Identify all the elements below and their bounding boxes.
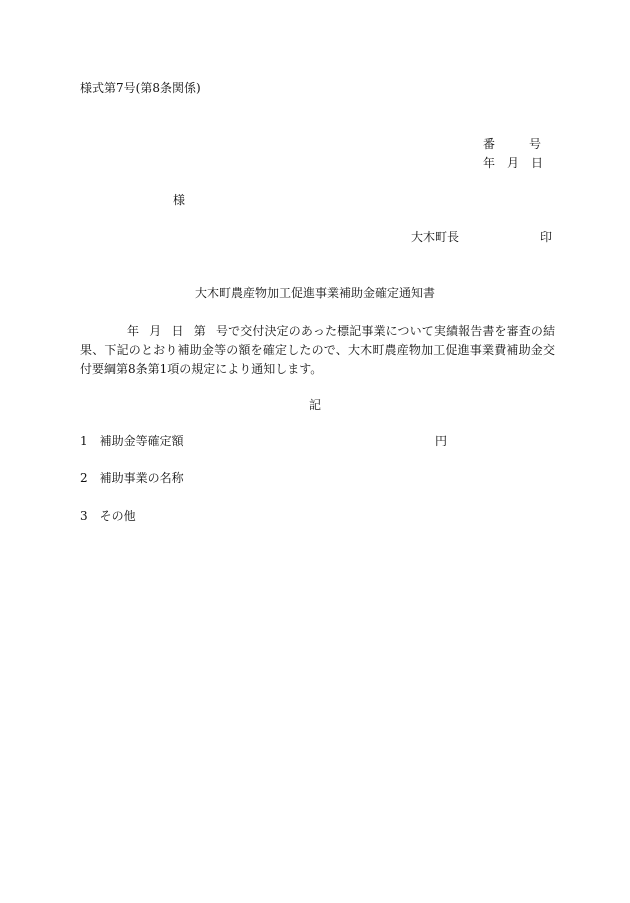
body-year: 年 [127,324,140,338]
body-month: 月 [149,324,162,338]
item-3-label: その他 [99,509,136,523]
ki-heading: 記 [308,398,321,412]
addressee-suffix: 様 [173,193,186,207]
item-2-label: 補助事業の名称 [99,471,184,485]
form-number: 様式第7号(第8条関係) [80,81,201,95]
date-year: 年 [483,156,496,170]
date-day: 日 [531,156,544,170]
item-2-number: 2 [80,471,88,485]
document-number-label: 番 [483,137,496,151]
item-1-label: 補助金等確定額 [99,434,184,448]
issuer-name: 大木町長 [411,230,460,244]
document-title: 大木町農産物加工促進事業補助金確定通知書 [194,286,435,300]
seal-mark: 印 [540,230,553,244]
body-dai: 第 [193,324,206,338]
item-3-number: 3 [80,509,88,523]
body-day: 日 [171,324,184,338]
item-1-number: 1 [80,434,88,448]
item-2 [80,472,184,484]
item-1-unit: 円 [435,434,448,448]
item-1 [80,435,184,447]
date-month: 月 [507,156,520,170]
document-number-suffix: 号 [529,137,542,151]
body-paragraph [80,322,555,379]
body-text: 号で交付決定のあった標記事業について実績報告書を審査の結果、下記のとおり補助金等の額を確定したので、大木町農産物加工促進事業費補助金交付要綱第8条第1項の規定により通知します。 [80,324,555,376]
item-3 [80,510,136,522]
